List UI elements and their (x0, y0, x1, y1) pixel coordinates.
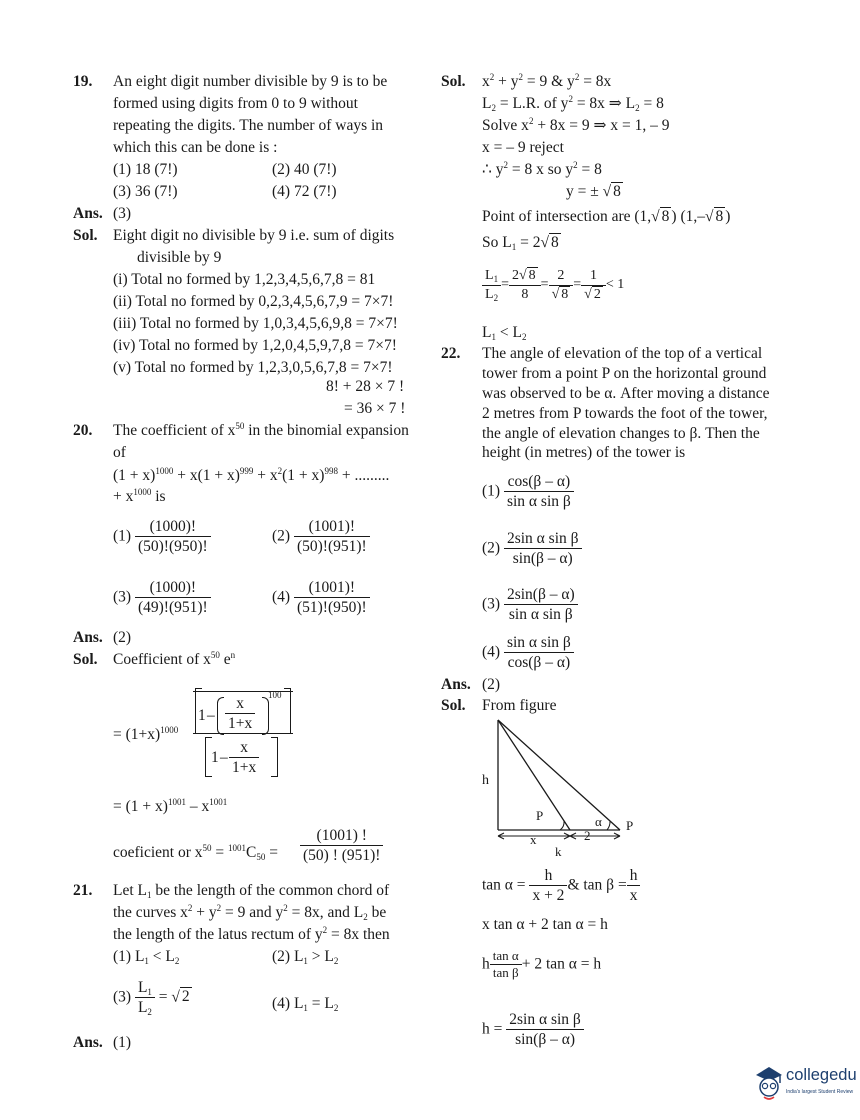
paren-right (262, 697, 269, 735)
brand-name: collegedu (786, 1066, 857, 1084)
one-text: 1 (211, 749, 219, 766)
option-21-4: (4) $L_1 = L_2$ (272, 995, 339, 1013)
solution-21-line: ∴ $y^2 = 8$ x so $y^2 = 8$ (482, 160, 602, 178)
solution-20-prefix: = $(1+x)^{1000}$ (113, 725, 179, 743)
question-22-line: tower from a point P on the horizontal ground (482, 365, 767, 382)
option-22-2: (2) $\frac{\text{2sin α sin β}}{\sin(\beta - \alpha)}$ (482, 529, 582, 569)
binomial-series: $(1 + x)^{1000} + x(1 + x)^{999} + x^2(1 + x)^{998}$ + ......... (113, 466, 390, 484)
brand-mascot-icon (752, 1063, 786, 1101)
solution-20-coef: coeficient or $x^{50} = ^{1001}C_{50}$ = (113, 843, 278, 862)
option-19-3: (3) 36 (7!) (113, 183, 178, 200)
option-19-2: (2) 40 (7!) (272, 161, 337, 178)
option-22-1: (1) $\frac{\cos(\beta - \alpha)}{\text{sin α sin β}}$ (482, 472, 574, 512)
option-20-3: (3) $\frac{(1000)!}{(49)!(951)!}$ (113, 578, 211, 618)
solution-20-fraction: $\frac{(1001) !}{(50) ! (951)!}$ (300, 826, 383, 866)
solution-21-line: So $L_1 = 2√$ 8 (482, 234, 559, 252)
label-p-outer: P (626, 818, 634, 833)
answer-21: (1) (113, 1034, 132, 1051)
solution-21-line: $L_2 = L.R$. of $y^2 = 8x$ ⇒ $L_2 = 8$ (482, 94, 664, 113)
solution-19-line: (iv) Total no formed by 1,2,0,4,5,9,7,8 = 7×7! (113, 337, 397, 354)
question-22-line: the angle of elevation changes to β. Then the (482, 425, 760, 442)
minus-sign: – (220, 749, 228, 766)
minus-sign: – (207, 707, 215, 724)
label-h: h (482, 773, 489, 788)
inner-fraction: $\frac{x}{1+x}$ (225, 694, 255, 734)
final-equation: h = $\frac{\text{2sin α sin β}}{\sin(\beta - \alpha)}$ (482, 1010, 584, 1050)
label-alpha: α (595, 814, 602, 829)
label-two: 2 (584, 828, 591, 843)
solution-19-line: divisible by 9 (137, 249, 222, 266)
solution-20-line2: = $(1 + x)^{1001} - x^{1001}$ (113, 797, 228, 815)
question-number-21: 21. (73, 882, 93, 899)
solution-19-line: 8! + 28 × 7 ! (326, 378, 405, 395)
question-19-line: which this can be done is : (113, 139, 278, 156)
bracket-right-lower (271, 737, 278, 777)
brand-tagline: India's largest Student Review (786, 1089, 854, 1095)
inner-fraction: $\frac{x}{1+x}$ (229, 738, 259, 778)
solution-19-line: Eight digit no divisible by 9 i.e. sum of digits (113, 227, 395, 244)
option-22-4: (4) $\frac{\text{sin α sin β}}{\cos(\beta - \alpha)}$ (482, 633, 574, 673)
solution-21-line: Solve $x^2 + 8x = 9$ ⇒ x = 1, – 9 (482, 116, 670, 134)
equation-line: h $\frac{\text{tan α}}{\text{tan β}}$ + 2 tan α = h (482, 948, 602, 981)
ratio-equation: $\frac{L_1}{L_2}$ = $\frac{2√ 8}{8}$ = $\frac{2}{√ 8}$ = $\frac{1}{√ 2}$ < 1 (482, 267, 624, 303)
label-p-inner: P (536, 808, 544, 823)
solution-20-head: Coefficient of $x^{50}$ $e^n$ (113, 650, 236, 668)
answer-label: Ans. (73, 1034, 103, 1051)
solution-21-line: y = ± √ 8 (566, 183, 621, 200)
answer-20: (2) (113, 629, 132, 646)
answer-label: Ans. (73, 205, 103, 222)
solution-19-line: (v) Total no formed by 1,2,3,0,5,6,7,8 = 7×7! (113, 359, 393, 376)
question-19-line: An eight digit number divisible by 9 is to be (113, 73, 388, 90)
angle-arc-alpha (607, 821, 610, 830)
solution-label: Sol. (441, 697, 466, 714)
tan-equation: tan α = $\frac{h}{x + 2}$ & tan β = $\frac{h}{x}$ (482, 866, 640, 906)
question-22-line: height (in metres) of the tower is (482, 444, 686, 461)
binomial-series-end: + $x^{1000}$ is (113, 487, 166, 505)
question-19-line: repeating the digits. The number of ways in (113, 117, 384, 134)
paren-left (217, 697, 224, 735)
question-20-line: The coefficient of $x^{50}$ in the binomial expansion (113, 421, 409, 439)
answer-label: Ans. (441, 676, 471, 693)
solution-19-line: (ii) Total no formed by 0,2,3,4,5,6,7,9 = 7×7! (113, 293, 394, 310)
solution-label: Sol. (441, 73, 466, 90)
solution-21-line: Point of intersection are (1,√ 8 ) (1,–√ 8 ) (482, 208, 731, 225)
option-20-4: (4) $\frac{(1001)!}{(51)!(950)!}$ (272, 578, 370, 618)
solution-22-intro: From figure (482, 697, 557, 714)
question-22-line: The angle of elevation of the top of a vertical (482, 345, 763, 362)
option-19-4: (4) 72 (7!) (272, 183, 337, 200)
solution-label: Sol. (73, 227, 98, 244)
solution-21-line: $L_1 < L_2$ (482, 324, 527, 342)
question-number-22: 22. (441, 345, 461, 362)
option-21-1: (1) $L_1 < L_2$ (113, 948, 180, 966)
brand-logo (752, 1063, 857, 1103)
answer-22: (2) (482, 676, 501, 693)
question-19-line: formed using digits from 0 to 9 without (113, 95, 358, 112)
label-x: x (530, 832, 537, 847)
question-21-line: the curves $x^2 + y^2 = 9$ and $y^2 = 8x$, and $L_2$ be (113, 903, 387, 922)
option-20-1: (1) $\frac{(1000)!}{(50)!(950)!}$ (113, 517, 211, 557)
solution-19-line: (i) Total no formed by 1,2,3,4,5,6,7,8 = 81 (113, 271, 376, 288)
option-21-3: (3) $\frac{L_1}{L_2}$ = √ 2 (113, 979, 190, 1018)
question-number-19: 19. (73, 73, 93, 90)
solution-label: Sol. (73, 651, 98, 668)
main-fraction-bar (193, 733, 293, 734)
solution-21-line: $x^2 + y^2 = 9$ & $y^2 = 8x$ (482, 72, 612, 90)
solution-21-line: x = – 9 reject (482, 139, 564, 156)
option-19-1: (1) 18 (7!) (113, 161, 178, 178)
solution-19-line: = 36 × 7 ! (344, 400, 406, 417)
option-21-2: (2) $L_1 > L_2$ (272, 948, 339, 966)
question-21-line: the length of the latus rectum of $y^2 = 8x$ then (113, 925, 390, 943)
power-100: 100 (268, 690, 282, 700)
question-20-line: of (113, 444, 126, 461)
answer-label: Ans. (73, 629, 103, 646)
tower-diagram (470, 718, 650, 860)
one-text: 1 (198, 707, 206, 724)
solution-19-line: (iii) Total no formed by 1,0,3,4,5,6,9,8 = 7×7! (113, 315, 398, 332)
angle-arc-beta (560, 821, 564, 830)
question-22-line: 2 metres from P towards the foot of the tower, (482, 405, 768, 422)
option-22-3: (3) $\frac{2\sin(\beta - \alpha)}{\text{sin α sin β}}$ (482, 585, 578, 625)
question-number-20: 20. (73, 422, 93, 439)
answer-19: (3) (113, 205, 132, 222)
equation-line: x tan α + 2 tan α = h (482, 916, 608, 933)
label-k: k (555, 844, 562, 859)
question-22-line: was observed to be α. After moving a distance (482, 385, 770, 402)
bracket-right (284, 688, 291, 734)
option-20-2: (2) $\frac{(1001)!}{(50)!(951)!}$ (272, 517, 370, 557)
question-21-line: Let $L_1$ be the length of the common chord of (113, 882, 390, 900)
